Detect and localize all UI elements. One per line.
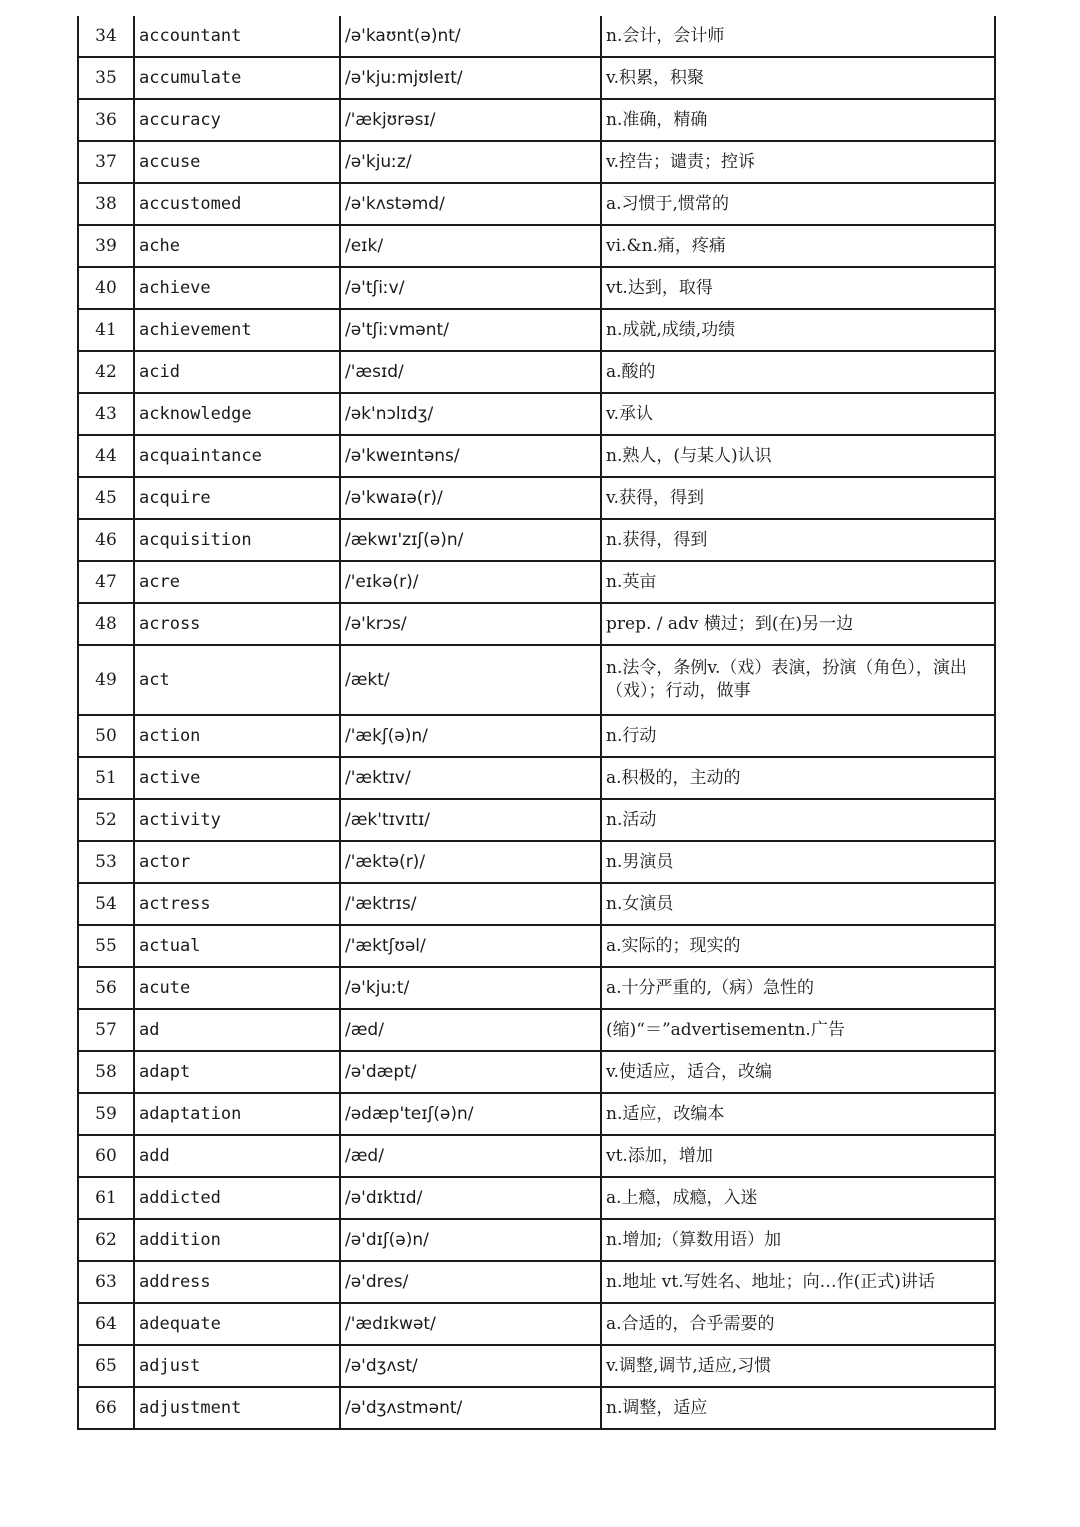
entry-word: adjustment bbox=[134, 1387, 340, 1429]
entry-word: accustomed bbox=[134, 183, 340, 225]
entry-definition: n.调整，适应 bbox=[601, 1387, 995, 1429]
entry-phonetic: /'ækʃ(ə)n/ bbox=[340, 715, 601, 757]
entry-word: acknowledge bbox=[134, 393, 340, 435]
entry-word: ache bbox=[134, 225, 340, 267]
table-row bbox=[78, 183, 995, 225]
entry-definition: n.男演员 bbox=[601, 841, 995, 883]
entry-phonetic: /æk'tɪvɪtɪ/ bbox=[340, 799, 601, 841]
entry-word: achievement bbox=[134, 309, 340, 351]
entry-definition: n.行动 bbox=[601, 715, 995, 757]
entry-number: 37 bbox=[78, 141, 134, 183]
table-row bbox=[78, 757, 995, 799]
table-row bbox=[78, 561, 995, 603]
entry-phonetic: /ək'nɔlɪdʒ/ bbox=[340, 393, 601, 435]
table-row bbox=[78, 351, 995, 393]
entry-word: act bbox=[134, 645, 340, 715]
entry-word: accuse bbox=[134, 141, 340, 183]
entry-definition: n.成就,成绩,功绩 bbox=[601, 309, 995, 351]
entry-word: acquire bbox=[134, 477, 340, 519]
entry-number: 44 bbox=[78, 435, 134, 477]
entry-number: 36 bbox=[78, 99, 134, 141]
entry-number: 60 bbox=[78, 1135, 134, 1177]
table-row bbox=[78, 1093, 995, 1135]
entry-phonetic: /ækt/ bbox=[340, 645, 601, 715]
entry-definition: (缩)“＝”advertisementn.广告 bbox=[601, 1009, 995, 1051]
entry-word: add bbox=[134, 1135, 340, 1177]
table-row bbox=[78, 1135, 995, 1177]
entry-number: 42 bbox=[78, 351, 134, 393]
entry-number: 52 bbox=[78, 799, 134, 841]
entry-number: 65 bbox=[78, 1345, 134, 1387]
entry-definition: n.法令，条例v.（戏）表演，扮演（角色），演出（戏）；行动，做事 bbox=[601, 645, 995, 715]
table-row bbox=[78, 477, 995, 519]
entry-definition: a.合适的，合乎需要的 bbox=[601, 1303, 995, 1345]
entry-number: 56 bbox=[78, 967, 134, 1009]
entry-number: 39 bbox=[78, 225, 134, 267]
vocabulary-table bbox=[77, 16, 996, 1430]
entry-phonetic: /ə'kwaɪə(r)/ bbox=[340, 477, 601, 519]
entry-word: addition bbox=[134, 1219, 340, 1261]
entry-word: activity bbox=[134, 799, 340, 841]
entry-number: 47 bbox=[78, 561, 134, 603]
entry-definition: a.实际的；现实的 bbox=[601, 925, 995, 967]
table-row bbox=[78, 967, 995, 1009]
entry-phonetic: /ə'kaʊnt(ə)nt/ bbox=[340, 16, 601, 57]
entry-phonetic: /ə'dʒʌstmənt/ bbox=[340, 1387, 601, 1429]
entry-phonetic: /æd/ bbox=[340, 1135, 601, 1177]
entry-word: actress bbox=[134, 883, 340, 925]
table-row bbox=[78, 1303, 995, 1345]
table-row bbox=[78, 603, 995, 645]
entry-number: 35 bbox=[78, 57, 134, 99]
entry-definition: v.承认 bbox=[601, 393, 995, 435]
entry-definition: n.获得，得到 bbox=[601, 519, 995, 561]
entry-number: 49 bbox=[78, 645, 134, 715]
entry-phonetic: /ə'dɪʃ(ə)n/ bbox=[340, 1219, 601, 1261]
table-row bbox=[78, 16, 995, 57]
entry-number: 54 bbox=[78, 883, 134, 925]
entry-definition: n.英亩 bbox=[601, 561, 995, 603]
entry-phonetic: /'æktrɪs/ bbox=[340, 883, 601, 925]
entry-number: 46 bbox=[78, 519, 134, 561]
entry-definition: a.酸的 bbox=[601, 351, 995, 393]
entry-word: acquaintance bbox=[134, 435, 340, 477]
entry-definition: n.准确，精确 bbox=[601, 99, 995, 141]
entry-number: 61 bbox=[78, 1177, 134, 1219]
entry-phonetic: /æd/ bbox=[340, 1009, 601, 1051]
entry-phonetic: /ə'dres/ bbox=[340, 1261, 601, 1303]
entry-definition: n.地址 vt.写姓名、地址；向…作(正式)讲话 bbox=[601, 1261, 995, 1303]
entry-phonetic: /ə'kjuːt/ bbox=[340, 967, 601, 1009]
entry-definition: v.调整,调节,适应,习惯 bbox=[601, 1345, 995, 1387]
entry-number: 43 bbox=[78, 393, 134, 435]
entry-definition: v.控告；谴责；控诉 bbox=[601, 141, 995, 183]
entry-phonetic: /'æktʃʊəl/ bbox=[340, 925, 601, 967]
entry-phonetic: /ədæp'teɪʃ(ə)n/ bbox=[340, 1093, 601, 1135]
table-row bbox=[78, 435, 995, 477]
table-row bbox=[78, 519, 995, 561]
table-row bbox=[78, 309, 995, 351]
entry-definition: prep. / adv 横过；到(在)另一边 bbox=[601, 603, 995, 645]
entry-word: adaptation bbox=[134, 1093, 340, 1135]
entry-definition: n.适应，改编本 bbox=[601, 1093, 995, 1135]
entry-phonetic: /'ækjʊrəsɪ/ bbox=[340, 99, 601, 141]
entry-definition: vi.&n.痛，疼痛 bbox=[601, 225, 995, 267]
table-row bbox=[78, 99, 995, 141]
table-row bbox=[78, 883, 995, 925]
entry-phonetic: /ə'tʃiːvmənt/ bbox=[340, 309, 601, 351]
entry-definition: a.积极的，主动的 bbox=[601, 757, 995, 799]
entry-number: 41 bbox=[78, 309, 134, 351]
entry-definition: n.增加;（算数用语）加 bbox=[601, 1219, 995, 1261]
entry-word: addicted bbox=[134, 1177, 340, 1219]
entry-number: 34 bbox=[78, 16, 134, 57]
entry-word: acute bbox=[134, 967, 340, 1009]
entry-number: 62 bbox=[78, 1219, 134, 1261]
entry-number: 57 bbox=[78, 1009, 134, 1051]
entry-number: 51 bbox=[78, 757, 134, 799]
entry-number: 45 bbox=[78, 477, 134, 519]
entry-word: adequate bbox=[134, 1303, 340, 1345]
entry-number: 50 bbox=[78, 715, 134, 757]
entry-phonetic: /ə'kʌstəmd/ bbox=[340, 183, 601, 225]
entry-word: address bbox=[134, 1261, 340, 1303]
table-row bbox=[78, 715, 995, 757]
entry-word: acid bbox=[134, 351, 340, 393]
entry-definition: vt.达到，取得 bbox=[601, 267, 995, 309]
entry-word: accountant bbox=[134, 16, 340, 57]
entry-phonetic: /eɪk/ bbox=[340, 225, 601, 267]
table-row bbox=[78, 1051, 995, 1093]
table-row bbox=[78, 1177, 995, 1219]
entry-word: achieve bbox=[134, 267, 340, 309]
entry-definition: n.熟人，(与某人)认识 bbox=[601, 435, 995, 477]
table-row bbox=[78, 1219, 995, 1261]
entry-word: adjust bbox=[134, 1345, 340, 1387]
entry-number: 64 bbox=[78, 1303, 134, 1345]
entry-definition: n.活动 bbox=[601, 799, 995, 841]
entry-phonetic: /'eɪkə(r)/ bbox=[340, 561, 601, 603]
table-row bbox=[78, 393, 995, 435]
entry-word: accumulate bbox=[134, 57, 340, 99]
table-row bbox=[78, 57, 995, 99]
entry-phonetic: /ə'dæpt/ bbox=[340, 1051, 601, 1093]
entry-phonetic: /ə'tʃiːv/ bbox=[340, 267, 601, 309]
table-row bbox=[78, 799, 995, 841]
entry-phonetic: /ə'krɔs/ bbox=[340, 603, 601, 645]
entry-number: 66 bbox=[78, 1387, 134, 1429]
entry-definition: v.获得，得到 bbox=[601, 477, 995, 519]
entry-word: actual bbox=[134, 925, 340, 967]
entry-number: 55 bbox=[78, 925, 134, 967]
vocabulary-table-body bbox=[78, 16, 995, 1429]
entry-phonetic: /ə'kjuːmjʊleɪt/ bbox=[340, 57, 601, 99]
entry-definition: a.十分严重的,（病）急性的 bbox=[601, 967, 995, 1009]
entry-phonetic: /ə'dʒʌst/ bbox=[340, 1345, 601, 1387]
table-row bbox=[78, 267, 995, 309]
entry-definition: n.女演员 bbox=[601, 883, 995, 925]
table-row bbox=[78, 225, 995, 267]
entry-word: ad bbox=[134, 1009, 340, 1051]
entry-definition: a.上瘾，成瘾，入迷 bbox=[601, 1177, 995, 1219]
entry-word: across bbox=[134, 603, 340, 645]
table-row bbox=[78, 841, 995, 883]
entry-phonetic: /'ædɪkwət/ bbox=[340, 1303, 601, 1345]
entry-phonetic: /'æsɪd/ bbox=[340, 351, 601, 393]
entry-phonetic: /ækwɪ'zɪʃ(ə)n/ bbox=[340, 519, 601, 561]
entry-definition: vt.添加，增加 bbox=[601, 1135, 995, 1177]
table-row bbox=[78, 645, 995, 715]
entry-word: accuracy bbox=[134, 99, 340, 141]
entry-definition: v.使适应，适合，改编 bbox=[601, 1051, 995, 1093]
entry-word: action bbox=[134, 715, 340, 757]
entry-number: 40 bbox=[78, 267, 134, 309]
entry-word: acre bbox=[134, 561, 340, 603]
entry-phonetic: /'æktə(r)/ bbox=[340, 841, 601, 883]
entry-phonetic: /ə'dɪktɪd/ bbox=[340, 1177, 601, 1219]
entry-number: 59 bbox=[78, 1093, 134, 1135]
table-row bbox=[78, 1345, 995, 1387]
entry-definition: a.习惯于,惯常的 bbox=[601, 183, 995, 225]
entry-phonetic: /'æktɪv/ bbox=[340, 757, 601, 799]
entry-number: 38 bbox=[78, 183, 134, 225]
table-row bbox=[78, 141, 995, 183]
entry-definition: n.会计，会计师 bbox=[601, 16, 995, 57]
entry-word: acquisition bbox=[134, 519, 340, 561]
entry-word: active bbox=[134, 757, 340, 799]
entry-number: 58 bbox=[78, 1051, 134, 1093]
table-row bbox=[78, 925, 995, 967]
table-row bbox=[78, 1387, 995, 1429]
entry-phonetic: /ə'kweɪntəns/ bbox=[340, 435, 601, 477]
entry-phonetic: /ə'kjuːz/ bbox=[340, 141, 601, 183]
entry-definition: v.积累，积聚 bbox=[601, 57, 995, 99]
entry-number: 63 bbox=[78, 1261, 134, 1303]
entry-word: adapt bbox=[134, 1051, 340, 1093]
table-row bbox=[78, 1261, 995, 1303]
table-row bbox=[78, 1009, 995, 1051]
entry-word: actor bbox=[134, 841, 340, 883]
entry-number: 53 bbox=[78, 841, 134, 883]
vocabulary-page bbox=[77, 16, 994, 1430]
entry-number: 48 bbox=[78, 603, 134, 645]
